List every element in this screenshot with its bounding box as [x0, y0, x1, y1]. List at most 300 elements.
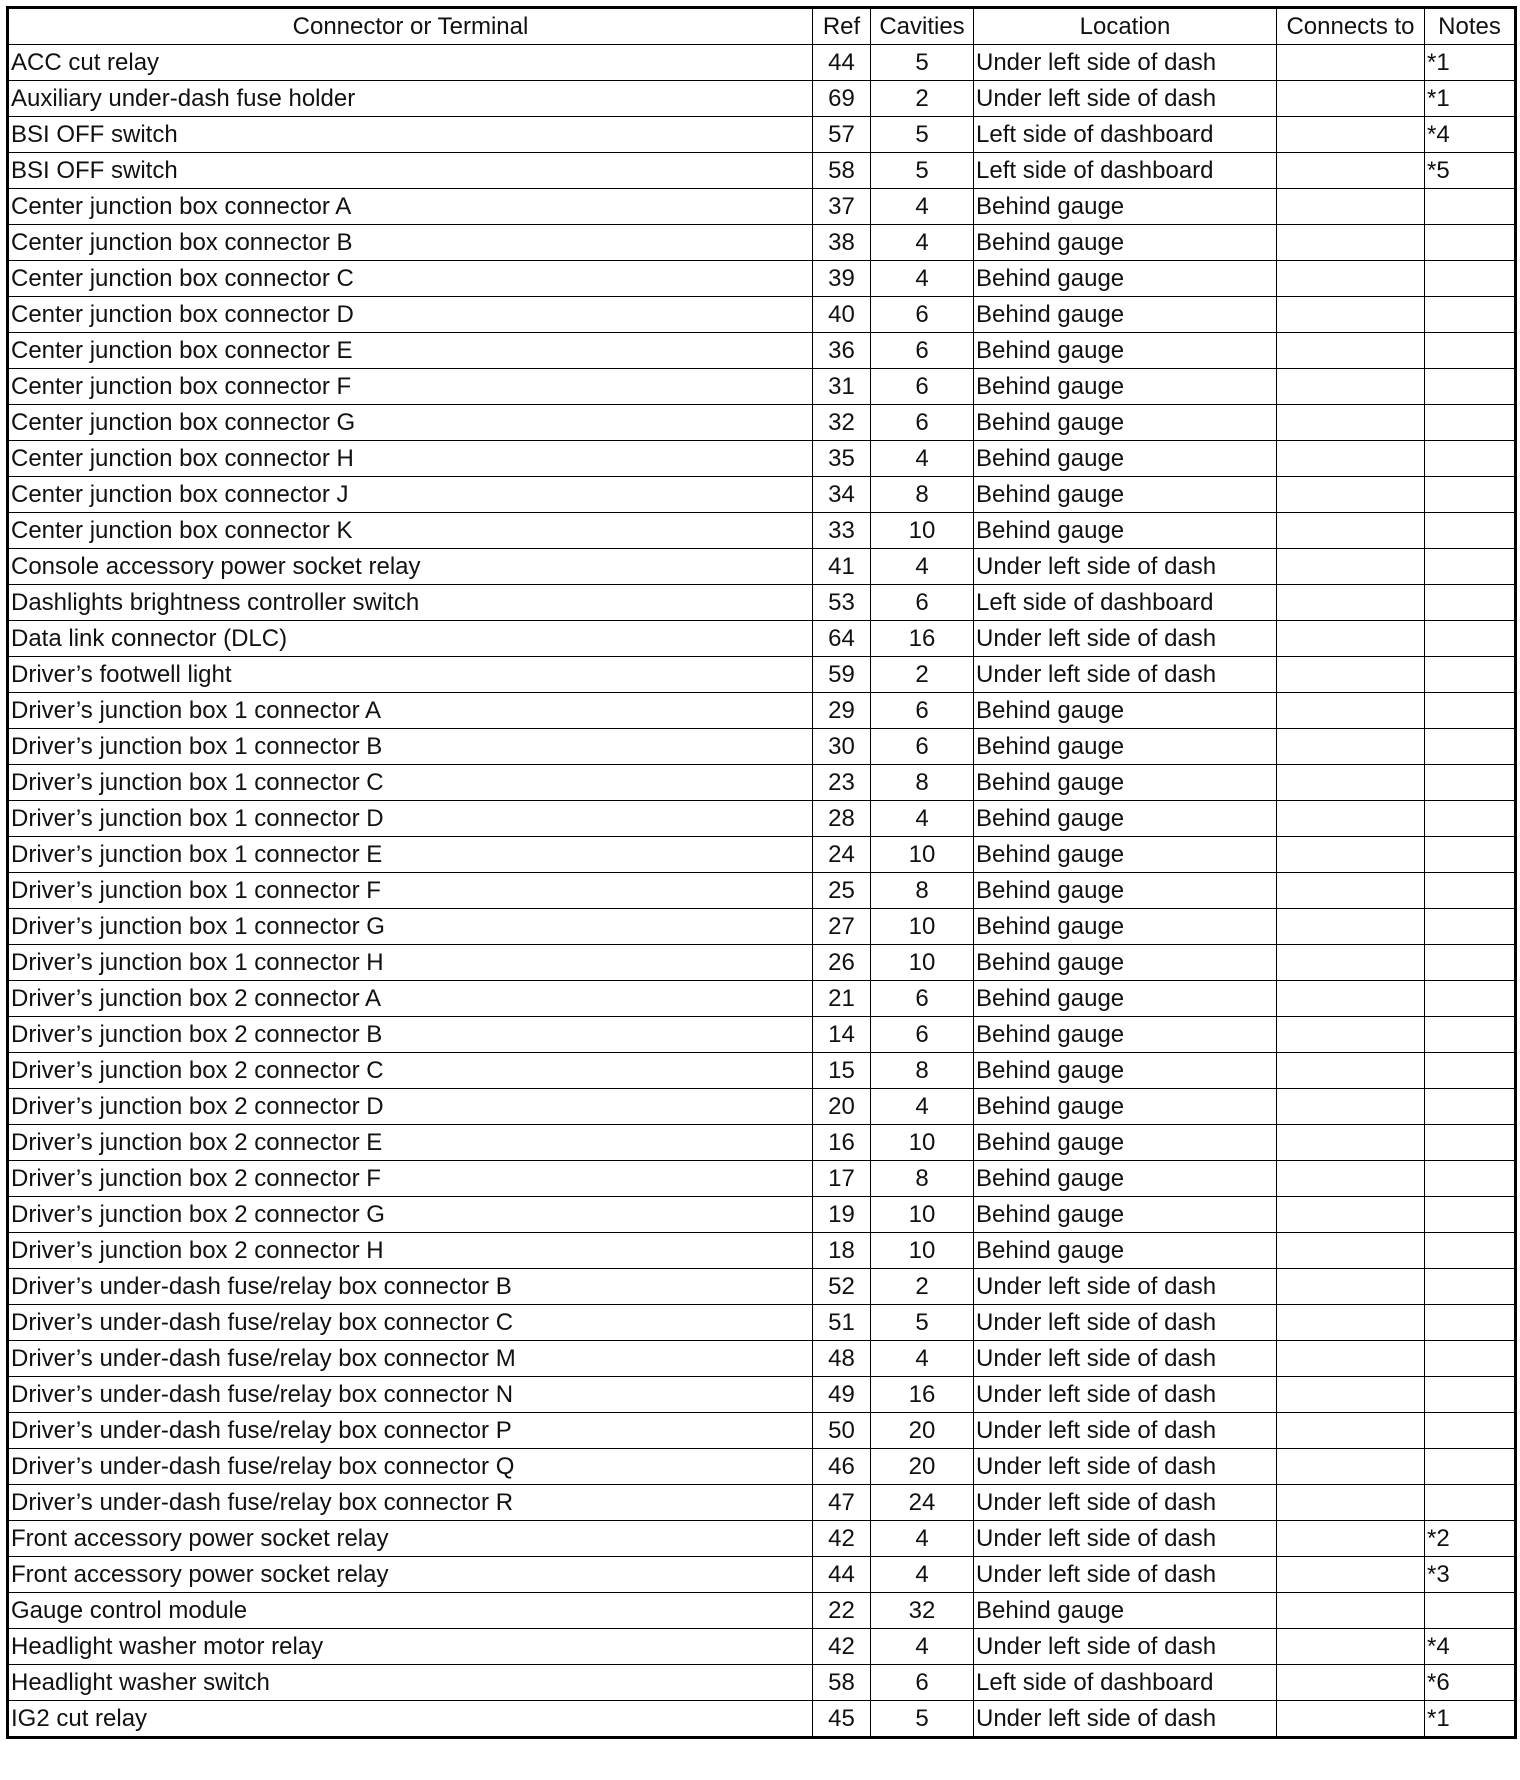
connects-to-cell: [1277, 693, 1425, 729]
location-cell: Behind gauge: [974, 729, 1277, 765]
connects-to-cell: [1277, 1629, 1425, 1665]
cavities-cell: 6: [871, 693, 974, 729]
cavities-cell: 5: [871, 1701, 974, 1738]
cavities-cell: 8: [871, 873, 974, 909]
connects-to-cell: [1277, 1557, 1425, 1593]
connector-name-cell: Driver’s junction box 1 connector C: [8, 765, 813, 801]
table-row: [8, 333, 1516, 369]
table-row: [8, 873, 1516, 909]
notes-cell: [1425, 405, 1516, 441]
table-row: [8, 729, 1516, 765]
table-row: [8, 945, 1516, 981]
connects-to-cell: [1277, 729, 1425, 765]
notes-cell: [1425, 657, 1516, 693]
connects-to-cell: [1277, 1341, 1425, 1377]
notes-cell: [1425, 585, 1516, 621]
notes-cell: [1425, 729, 1516, 765]
connector-name-cell: Driver’s under-dash fuse/relay box connector C: [8, 1305, 813, 1341]
connects-to-cell: [1277, 621, 1425, 657]
cavities-cell: 6: [871, 297, 974, 333]
cavities-cell: 4: [871, 225, 974, 261]
notes-cell: [1425, 1485, 1516, 1521]
cavities-cell: 8: [871, 765, 974, 801]
connector-name-cell: Gauge control module: [8, 1593, 813, 1629]
notes-cell: [1425, 873, 1516, 909]
table-row: [8, 261, 1516, 297]
notes-cell: [1425, 261, 1516, 297]
notes-cell: [1425, 189, 1516, 225]
table-row: [8, 801, 1516, 837]
table-row: [8, 1413, 1516, 1449]
header-row: [8, 8, 1516, 45]
connector-name-cell: Auxiliary under-dash fuse holder: [8, 81, 813, 117]
connector-name-cell: Driver’s junction box 1 connector H: [8, 945, 813, 981]
cavities-cell: 4: [871, 1557, 974, 1593]
connector-name-cell: Driver’s under-dash fuse/relay box connector R: [8, 1485, 813, 1521]
ref-cell: 34: [813, 477, 871, 513]
connects-to-cell: [1277, 1449, 1425, 1485]
ref-cell: 42: [813, 1629, 871, 1665]
connects-to-cell: [1277, 945, 1425, 981]
cavities-cell: 4: [871, 801, 974, 837]
location-cell: Behind gauge: [974, 1593, 1277, 1629]
table-row: [8, 153, 1516, 189]
table-row: [8, 837, 1516, 873]
cavities-cell: 24: [871, 1485, 974, 1521]
table-row: [8, 1125, 1516, 1161]
location-cell: Left side of dashboard: [974, 1665, 1277, 1701]
notes-cell: [1425, 801, 1516, 837]
notes-cell: [1425, 1269, 1516, 1305]
notes-cell: [1425, 1161, 1516, 1197]
ref-cell: 53: [813, 585, 871, 621]
notes-cell: [1425, 1017, 1516, 1053]
table-row: [8, 117, 1516, 153]
connector-name-cell: IG2 cut relay: [8, 1701, 813, 1738]
notes-cell: *3: [1425, 1557, 1516, 1593]
connects-to-cell: [1277, 333, 1425, 369]
connects-to-cell: [1277, 1413, 1425, 1449]
location-cell: Under left side of dash: [974, 1269, 1277, 1305]
table-row: [8, 621, 1516, 657]
cavities-cell: 6: [871, 1017, 974, 1053]
location-cell: Behind gauge: [974, 333, 1277, 369]
location-cell: Under left side of dash: [974, 1485, 1277, 1521]
ref-cell: 36: [813, 333, 871, 369]
cavities-cell: 6: [871, 585, 974, 621]
location-cell: Under left side of dash: [974, 549, 1277, 585]
table-row: [8, 1161, 1516, 1197]
ref-cell: 20: [813, 1089, 871, 1125]
table-row: [8, 1341, 1516, 1377]
cavities-cell: 2: [871, 81, 974, 117]
connects-to-cell: [1277, 1197, 1425, 1233]
ref-cell: 14: [813, 1017, 871, 1053]
location-cell: Under left side of dash: [974, 621, 1277, 657]
connector-name-cell: Center junction box connector H: [8, 441, 813, 477]
location-cell: Behind gauge: [974, 441, 1277, 477]
table-row: [8, 1701, 1516, 1738]
ref-cell: 30: [813, 729, 871, 765]
connects-to-cell: [1277, 45, 1425, 81]
connector-name-cell: Dashlights brightness controller switch: [8, 585, 813, 621]
header-location: Location: [974, 8, 1277, 45]
location-cell: Under left side of dash: [974, 1413, 1277, 1449]
connects-to-cell: [1277, 837, 1425, 873]
location-cell: Behind gauge: [974, 477, 1277, 513]
connector-name-cell: Front accessory power socket relay: [8, 1521, 813, 1557]
location-cell: Behind gauge: [974, 261, 1277, 297]
connector-name-cell: Driver’s junction box 2 connector A: [8, 981, 813, 1017]
table-row: [8, 1269, 1516, 1305]
ref-cell: 50: [813, 1413, 871, 1449]
location-cell: Left side of dashboard: [974, 117, 1277, 153]
notes-cell: [1425, 441, 1516, 477]
notes-cell: [1425, 477, 1516, 513]
ref-cell: 21: [813, 981, 871, 1017]
connector-name-cell: Data link connector (DLC): [8, 621, 813, 657]
cavities-cell: 2: [871, 1269, 974, 1305]
location-cell: Behind gauge: [974, 1017, 1277, 1053]
notes-cell: [1425, 1197, 1516, 1233]
table-row: [8, 513, 1516, 549]
ref-cell: 19: [813, 1197, 871, 1233]
cavities-cell: 10: [871, 945, 974, 981]
connector-name-cell: Front accessory power socket relay: [8, 1557, 813, 1593]
location-cell: Under left side of dash: [974, 1377, 1277, 1413]
cavities-cell: 10: [871, 837, 974, 873]
cavities-cell: 2: [871, 657, 974, 693]
location-cell: Behind gauge: [974, 693, 1277, 729]
connector-name-cell: Center junction box connector J: [8, 477, 813, 513]
location-cell: Behind gauge: [974, 369, 1277, 405]
notes-cell: [1425, 765, 1516, 801]
cavities-cell: 4: [871, 441, 974, 477]
connects-to-cell: [1277, 549, 1425, 585]
ref-cell: 18: [813, 1233, 871, 1269]
cavities-cell: 10: [871, 909, 974, 945]
notes-cell: [1425, 693, 1516, 729]
table-row: [8, 909, 1516, 945]
location-cell: Behind gauge: [974, 405, 1277, 441]
connects-to-cell: [1277, 1485, 1425, 1521]
connects-to-cell: [1277, 1053, 1425, 1089]
cavities-cell: 6: [871, 333, 974, 369]
header-notes: Notes: [1425, 8, 1516, 45]
location-cell: Under left side of dash: [974, 81, 1277, 117]
table-row: [8, 549, 1516, 585]
table-row: [8, 657, 1516, 693]
notes-cell: [1425, 1053, 1516, 1089]
cavities-cell: 6: [871, 369, 974, 405]
location-cell: Behind gauge: [974, 1233, 1277, 1269]
connector-name-cell: Driver’s junction box 2 connector H: [8, 1233, 813, 1269]
notes-cell: *2: [1425, 1521, 1516, 1557]
location-cell: Left side of dashboard: [974, 153, 1277, 189]
connects-to-cell: [1277, 369, 1425, 405]
location-cell: Behind gauge: [974, 1053, 1277, 1089]
connects-to-cell: [1277, 1665, 1425, 1701]
cavities-cell: 4: [871, 1521, 974, 1557]
cavities-cell: 5: [871, 117, 974, 153]
connector-name-cell: Driver’s footwell light: [8, 657, 813, 693]
notes-cell: [1425, 1305, 1516, 1341]
location-cell: Under left side of dash: [974, 657, 1277, 693]
connects-to-cell: [1277, 81, 1425, 117]
table-row: [8, 477, 1516, 513]
table-row: [8, 1665, 1516, 1701]
ref-cell: 17: [813, 1161, 871, 1197]
connector-name-cell: Center junction box connector F: [8, 369, 813, 405]
location-cell: Under left side of dash: [974, 1557, 1277, 1593]
location-cell: Under left side of dash: [974, 1305, 1277, 1341]
notes-cell: *5: [1425, 153, 1516, 189]
ref-cell: 51: [813, 1305, 871, 1341]
cavities-cell: 4: [871, 189, 974, 225]
table-row: [8, 369, 1516, 405]
ref-cell: 57: [813, 117, 871, 153]
connects-to-cell: [1277, 261, 1425, 297]
notes-cell: [1425, 1413, 1516, 1449]
ref-cell: 44: [813, 1557, 871, 1593]
notes-cell: [1425, 945, 1516, 981]
location-cell: Behind gauge: [974, 1089, 1277, 1125]
table-row: [8, 1197, 1516, 1233]
table-row: [8, 1521, 1516, 1557]
location-cell: Under left side of dash: [974, 1341, 1277, 1377]
connector-name-cell: Console accessory power socket relay: [8, 549, 813, 585]
table-row: [8, 45, 1516, 81]
notes-cell: *4: [1425, 117, 1516, 153]
location-cell: Behind gauge: [974, 801, 1277, 837]
connects-to-cell: [1277, 1701, 1425, 1738]
ref-cell: 40: [813, 297, 871, 333]
connector-name-cell: Driver’s under-dash fuse/relay box connector N: [8, 1377, 813, 1413]
connector-name-cell: Headlight washer switch: [8, 1665, 813, 1701]
notes-cell: [1425, 1089, 1516, 1125]
ref-cell: 26: [813, 945, 871, 981]
connects-to-cell: [1277, 1125, 1425, 1161]
connects-to-cell: [1277, 1521, 1425, 1557]
connector-name-cell: Driver’s junction box 1 connector F: [8, 873, 813, 909]
connector-name-cell: Driver’s under-dash fuse/relay box connector B: [8, 1269, 813, 1305]
table-row: [8, 441, 1516, 477]
location-cell: Behind gauge: [974, 1125, 1277, 1161]
connector-name-cell: BSI OFF switch: [8, 153, 813, 189]
ref-cell: 23: [813, 765, 871, 801]
notes-cell: [1425, 369, 1516, 405]
location-cell: Behind gauge: [974, 189, 1277, 225]
ref-cell: 29: [813, 693, 871, 729]
location-cell: Behind gauge: [974, 1161, 1277, 1197]
ref-cell: 22: [813, 1593, 871, 1629]
connects-to-cell: [1277, 765, 1425, 801]
table-row: [8, 1233, 1516, 1269]
table-row: [8, 765, 1516, 801]
connects-to-cell: [1277, 1233, 1425, 1269]
connects-to-cell: [1277, 441, 1425, 477]
table-row: [8, 81, 1516, 117]
connector-name-cell: Center junction box connector C: [8, 261, 813, 297]
cavities-cell: 4: [871, 549, 974, 585]
connector-name-cell: Driver’s junction box 1 connector D: [8, 801, 813, 837]
location-cell: Behind gauge: [974, 945, 1277, 981]
connector-name-cell: Driver’s under-dash fuse/relay box connector P: [8, 1413, 813, 1449]
ref-cell: 58: [813, 1665, 871, 1701]
location-cell: Under left side of dash: [974, 1629, 1277, 1665]
connector-name-cell: Headlight washer motor relay: [8, 1629, 813, 1665]
ref-cell: 59: [813, 657, 871, 693]
connects-to-cell: [1277, 1089, 1425, 1125]
connects-to-cell: [1277, 153, 1425, 189]
connects-to-cell: [1277, 117, 1425, 153]
ref-cell: 45: [813, 1701, 871, 1738]
ref-cell: 52: [813, 1269, 871, 1305]
table-row: [8, 693, 1516, 729]
connector-name-cell: Driver’s under-dash fuse/relay box connector Q: [8, 1449, 813, 1485]
notes-cell: [1425, 1233, 1516, 1269]
notes-cell: [1425, 1593, 1516, 1629]
ref-cell: 25: [813, 873, 871, 909]
table-row: [8, 1089, 1516, 1125]
ref-cell: 24: [813, 837, 871, 873]
table-row: [8, 1485, 1516, 1521]
connector-name-cell: Driver’s junction box 2 connector E: [8, 1125, 813, 1161]
notes-cell: [1425, 1377, 1516, 1413]
table-row: [8, 189, 1516, 225]
connects-to-cell: [1277, 909, 1425, 945]
ref-cell: 16: [813, 1125, 871, 1161]
connects-to-cell: [1277, 657, 1425, 693]
location-cell: Under left side of dash: [974, 1521, 1277, 1557]
cavities-cell: 4: [871, 261, 974, 297]
cavities-cell: 4: [871, 1341, 974, 1377]
ref-cell: 64: [813, 621, 871, 657]
connects-to-cell: [1277, 477, 1425, 513]
cavities-cell: 32: [871, 1593, 974, 1629]
connector-name-cell: Center junction box connector D: [8, 297, 813, 333]
ref-cell: 33: [813, 513, 871, 549]
ref-cell: 48: [813, 1341, 871, 1377]
ref-cell: 15: [813, 1053, 871, 1089]
connector-name-cell: Center junction box connector B: [8, 225, 813, 261]
connects-to-cell: [1277, 873, 1425, 909]
ref-cell: 37: [813, 189, 871, 225]
connects-to-cell: [1277, 981, 1425, 1017]
location-cell: Under left side of dash: [974, 1701, 1277, 1738]
cavities-cell: 6: [871, 729, 974, 765]
notes-cell: [1425, 513, 1516, 549]
header-ref: Ref: [813, 8, 871, 45]
connects-to-cell: [1277, 1377, 1425, 1413]
cavities-cell: 8: [871, 477, 974, 513]
notes-cell: [1425, 297, 1516, 333]
location-cell: Behind gauge: [974, 909, 1277, 945]
location-cell: Left side of dashboard: [974, 585, 1277, 621]
connector-name-cell: ACC cut relay: [8, 45, 813, 81]
cavities-cell: 8: [871, 1053, 974, 1089]
connector-table: [6, 6, 1517, 1739]
connector-name-cell: Driver’s junction box 1 connector B: [8, 729, 813, 765]
notes-cell: *1: [1425, 45, 1516, 81]
table-row: [8, 225, 1516, 261]
ref-cell: 31: [813, 369, 871, 405]
cavities-cell: 4: [871, 1089, 974, 1125]
connects-to-cell: [1277, 1593, 1425, 1629]
connector-name-cell: Driver’s junction box 2 connector G: [8, 1197, 813, 1233]
table-row: [8, 1629, 1516, 1665]
notes-cell: *6: [1425, 1665, 1516, 1701]
connects-to-cell: [1277, 513, 1425, 549]
ref-cell: 42: [813, 1521, 871, 1557]
connects-to-cell: [1277, 1269, 1425, 1305]
connector-name-cell: Driver’s junction box 2 connector B: [8, 1017, 813, 1053]
table-row: [8, 1377, 1516, 1413]
cavities-cell: 5: [871, 1305, 974, 1341]
ref-cell: 44: [813, 45, 871, 81]
connects-to-cell: [1277, 405, 1425, 441]
location-cell: Behind gauge: [974, 981, 1277, 1017]
cavities-cell: 10: [871, 1197, 974, 1233]
notes-cell: [1425, 549, 1516, 585]
connector-name-cell: Driver’s junction box 2 connector C: [8, 1053, 813, 1089]
ref-cell: 41: [813, 549, 871, 585]
connector-name-cell: Center junction box connector G: [8, 405, 813, 441]
location-cell: Under left side of dash: [974, 1449, 1277, 1485]
notes-cell: [1425, 837, 1516, 873]
connector-name-cell: Center junction box connector K: [8, 513, 813, 549]
cavities-cell: 6: [871, 405, 974, 441]
connects-to-cell: [1277, 189, 1425, 225]
cavities-cell: 10: [871, 1125, 974, 1161]
connects-to-cell: [1277, 585, 1425, 621]
notes-cell: [1425, 981, 1516, 1017]
cavities-cell: 16: [871, 1377, 974, 1413]
notes-cell: [1425, 621, 1516, 657]
connector-name-cell: Driver’s junction box 1 connector E: [8, 837, 813, 873]
connects-to-cell: [1277, 1305, 1425, 1341]
header-connector-or-terminal: Connector or Terminal: [8, 8, 813, 45]
notes-cell: [1425, 1341, 1516, 1377]
cavities-cell: 6: [871, 981, 974, 1017]
cavities-cell: 5: [871, 153, 974, 189]
cavities-cell: 10: [871, 1233, 974, 1269]
ref-cell: 32: [813, 405, 871, 441]
table-row: [8, 405, 1516, 441]
notes-cell: *4: [1425, 1629, 1516, 1665]
ref-cell: 27: [813, 909, 871, 945]
table-row: [8, 1449, 1516, 1485]
cavities-cell: 5: [871, 45, 974, 81]
table-row: [8, 1557, 1516, 1593]
cavities-cell: 20: [871, 1413, 974, 1449]
ref-cell: 35: [813, 441, 871, 477]
notes-cell: [1425, 333, 1516, 369]
ref-cell: 28: [813, 801, 871, 837]
cavities-cell: 8: [871, 1161, 974, 1197]
location-cell: Behind gauge: [974, 1197, 1277, 1233]
connector-name-cell: Driver’s junction box 2 connector F: [8, 1161, 813, 1197]
table-row: [8, 585, 1516, 621]
location-cell: Behind gauge: [974, 513, 1277, 549]
location-cell: Behind gauge: [974, 765, 1277, 801]
notes-cell: [1425, 909, 1516, 945]
cavities-cell: 10: [871, 513, 974, 549]
header-cavities: Cavities: [871, 8, 974, 45]
notes-cell: [1425, 225, 1516, 261]
location-cell: Behind gauge: [974, 837, 1277, 873]
cavities-cell: 4: [871, 1629, 974, 1665]
